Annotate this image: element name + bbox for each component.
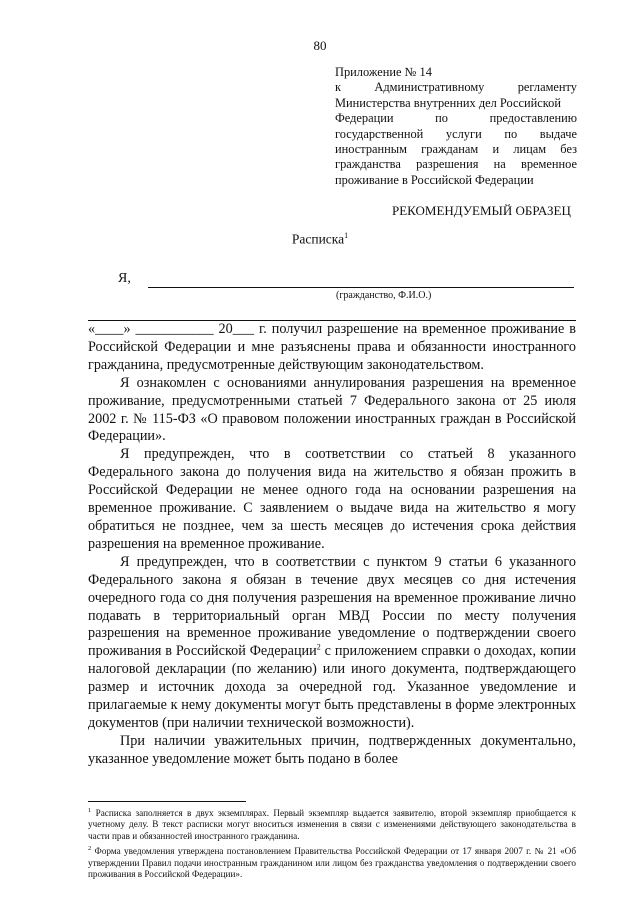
footnote-separator bbox=[88, 801, 246, 802]
footnote-1-mark: 1 bbox=[88, 807, 92, 814]
footnote-1-text: Расписка заполняется в двух экземплярах. Первый экземпляр выдается заявителю, второй экземпляр приобщается к учетному делу. В текст расписки могут вноситься изменения в связи с изменениями действующего законодательства в части прав и обязанностей иностранного гражданина. bbox=[88, 808, 576, 841]
annex-line-3: Министерства внутренних дел Российской bbox=[335, 95, 561, 110]
document-body bbox=[88, 321, 576, 769]
paragraph-4-part-1: Я предупрежден, что в соответствии с пунктом 9 статьи 6 указанного Федерального закона я обязан в течение двух месяцев со дня истечения очередного года со дня получения разрешения на временное проживание лично подавать в территориальный орган МВД России по месту получения разрешения на временное проживание уведомление о подтверждении своего проживания в Российской Федерации bbox=[88, 553, 576, 660]
page-number: 80 bbox=[313, 38, 327, 53]
annex-line-7: гражданства разрешения на временное bbox=[335, 157, 577, 172]
recommended-sample-label: РЕКОМЕНДУЕМЫЙ ОБРАЗЕЦ bbox=[392, 203, 571, 218]
footnote-2-text: Форма уведомления утверждена постановлением Правительства Российской Федерации от 17 января 2007 г. № 21 «Об утверждении Правил подачи иностранным гражданином или лицом без гражданства уведомления о подтверждении своего проживания в Российской Федерации». bbox=[88, 846, 576, 880]
annex-line-5: государственной услуги по выдаче bbox=[335, 126, 577, 141]
ya-label: Я, bbox=[118, 271, 131, 286]
name-fill-line bbox=[148, 287, 574, 288]
title-text: Расписка bbox=[291, 231, 345, 247]
paragraph-3: Я предупрежден, что в соответствии со статьей 8 указанного Федерального закона до получения вида на жительство я обязан прожить в Российской Федерации не менее одного года на основании разрешения на временное проживание. С заявлением о выдаче вида на жительство я могу обратиться не позднее, чем за шесть месяцев до истечения срока действия разрешения на временное проживание. bbox=[88, 446, 576, 552]
footnotes bbox=[88, 805, 576, 882]
title-footnote-mark: 1 bbox=[344, 231, 349, 240]
paragraph-4-part-2: с приложением справки о доходах, копии налоговой декларации (по желанию) или иного документа, подтверждающего размер и источник дохода за очередной год. Указанное уведомление и прилагаемые к нему документы могут быть представлены в форме электронных документов (при наличии технической возможности). bbox=[88, 643, 576, 731]
paragraph-1: «____» ___________ 20___ г. получил разрешение на временное проживание в Российской Федерации и мне разъяснены права и обязанности иностранного гражданина, предусмотренные действующим законодательством. bbox=[88, 321, 576, 373]
paragraph-4-footnote-mark: 2 bbox=[316, 642, 321, 652]
paragraph-4 bbox=[88, 554, 576, 733]
annex-line-6: иностранным гражданам и лицам без bbox=[335, 142, 577, 157]
name-fill-caption: (гражданство, Ф.И.О.) bbox=[336, 290, 432, 301]
paragraph-5: При наличии уважительных причин, подтвержденных документально, указанное уведомление может быть подано в более bbox=[88, 732, 576, 767]
footnote-2 bbox=[88, 843, 576, 880]
annex-header bbox=[335, 65, 577, 188]
annex-line-8: проживание в Российской Федерации bbox=[335, 172, 534, 187]
annex-line-4: Федерации по предоставлению bbox=[335, 111, 577, 126]
footnote-2-mark: 2 bbox=[88, 845, 92, 853]
document-title bbox=[0, 231, 640, 248]
paragraph-2: Я ознакомлен с основаниями аннулирования разрешения на временное проживание, предусмотренными статьей 7 Федерального закона от 25 июля 2002 г. № 115-ФЗ «О правовом положении иностранных граждан в Российской Федерации». bbox=[88, 374, 576, 445]
annex-line-1: Приложение № 14 bbox=[335, 65, 432, 79]
annex-line-2: к Административному регламенту bbox=[335, 80, 577, 95]
footnote-1 bbox=[88, 805, 576, 842]
